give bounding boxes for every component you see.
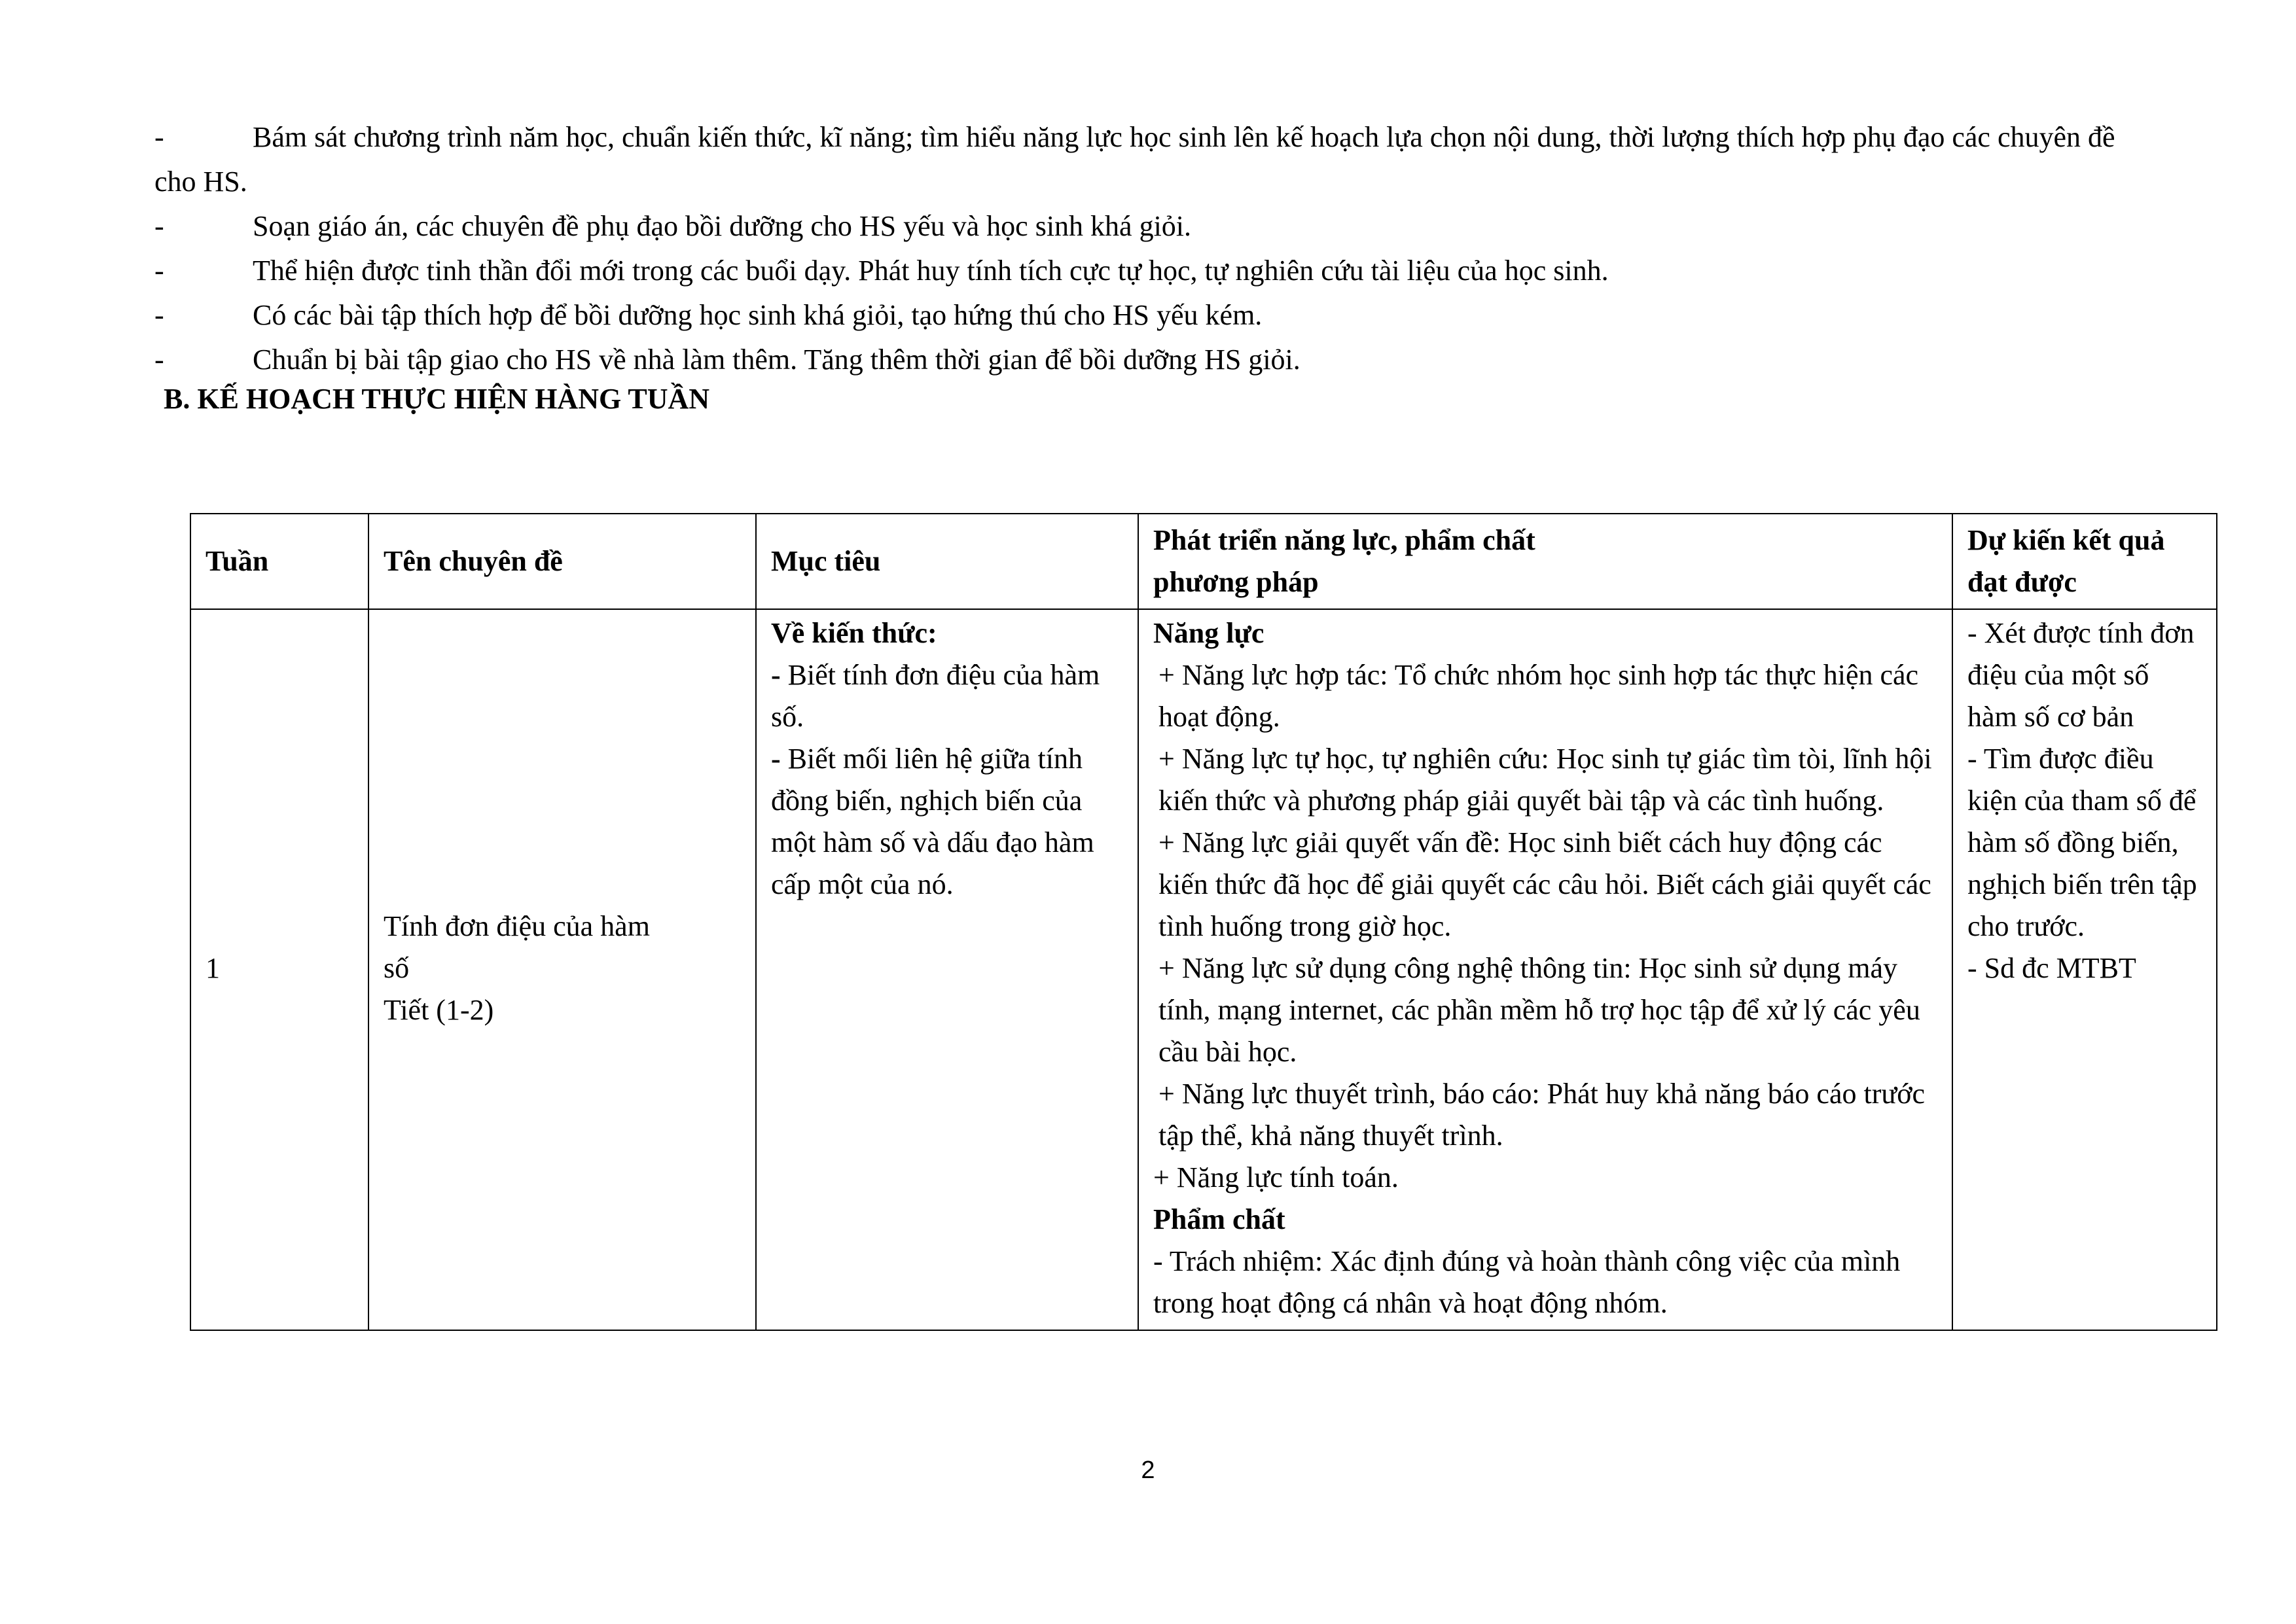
objective-item: - Biết tính đơn điệu của hàm số. bbox=[771, 659, 1100, 733]
header-result-line2: đạt được bbox=[1967, 566, 2077, 598]
quality-item: - Trách nhiệm: Xác định đúng và hoàn thành công việc của mình trong hoạt động cá nhân và hoạt động nhóm. bbox=[1153, 1245, 1901, 1319]
result-item: - Xét được tính đơn điệu của một số hàm số cơ bản bbox=[1967, 617, 2195, 733]
cell-topic bbox=[368, 609, 756, 1330]
topic-line: số bbox=[384, 952, 410, 984]
bullet-item bbox=[154, 338, 2144, 382]
bullet-text: Soạn giáo án, các chuyên đề phụ đạo bồi dưỡng cho HS yếu và học sinh khá giỏi. bbox=[253, 210, 1192, 242]
bullet-dash: - bbox=[154, 299, 164, 331]
objective-item: - Biết mối liên hệ giữa tính đồng biến, nghịch biến của một hàm số và dấu đạo hàm cấp một của nó. bbox=[771, 743, 1094, 900]
competency-item: + Năng lực hợp tác: Tổ chức nhóm học sinh hợp tác thực hiện các hoạt động. bbox=[1158, 659, 1919, 733]
header-development-line2: phương pháp bbox=[1153, 566, 1319, 598]
objective-item-text: Biết tính đơn điệu của hàm số. bbox=[771, 659, 1100, 733]
cell-development bbox=[1138, 609, 1952, 1330]
result-item: - Tìm được điều kiện của tham số để hàm số đồng biến, nghịch biến trên tập cho trước. bbox=[1967, 743, 2197, 942]
header-topic: Tên chuyên đề bbox=[368, 514, 756, 609]
competency-item: + Năng lực tự học, tự nghiên cứu: Học sinh tự giác tìm tòi, lĩnh hội kiến thức và phương pháp giải quyết bài tập và các tình huống. bbox=[1158, 743, 1932, 817]
competency-item: + Năng lực giải quyết vấn đề: Học sinh biết cách huy động các kiến thức đã học để giải quyết các câu hỏi. Biết cách giải quyết các tình huống trong giờ học. bbox=[1158, 826, 1931, 942]
objective-heading: Về kiến thức: bbox=[771, 617, 937, 649]
cell-week: 1 bbox=[190, 609, 368, 1330]
section-heading: B. KẾ HOẠCH THỰC HIỆN HÀNG TUẦN bbox=[164, 383, 710, 415]
bullet-dash: - bbox=[154, 255, 164, 287]
table-header-row bbox=[190, 514, 2217, 609]
result-item: - Sd đc MTBT bbox=[1967, 952, 2136, 984]
bullet-dash: - bbox=[154, 121, 164, 153]
intro-bullet-list bbox=[154, 115, 2144, 382]
bullet-text: Chuẩn bị bài tập giao cho HS về nhà làm thêm. Tăng thêm thời gian để bồi dưỡng HS giỏi. bbox=[253, 344, 1300, 376]
bullet-item bbox=[154, 293, 2144, 338]
bullet-item bbox=[154, 204, 2144, 249]
header-development bbox=[1138, 514, 1952, 609]
page-number: 2 bbox=[1141, 1456, 1155, 1484]
objective-item-text: Biết mối liên hệ giữa tính đồng biến, nghịch biến của một hàm số và dấu đạo hàm cấp một của nó. bbox=[771, 743, 1094, 900]
cell-objective bbox=[756, 609, 1138, 1330]
topic-period: Tiết (1-2) bbox=[384, 994, 494, 1026]
bullet-text: Có các bài tập thích hợp để bồi dưỡng học sinh khá giỏi, tạo hứng thú cho HS yếu kém. bbox=[253, 299, 1263, 331]
header-development-line1: Phát triển năng lực, phẩm chất bbox=[1153, 524, 1535, 556]
bullet-dash: - bbox=[154, 344, 164, 376]
bullet-text: Thể hiện được tinh thần đổi mới trong các buổi dạy. Phát huy tính tích cực tự học, tự nghiên cứu tài liệu của học sinh. bbox=[253, 255, 1609, 287]
competency-heading: Năng lực bbox=[1153, 617, 1265, 649]
header-week: Tuần bbox=[190, 514, 368, 609]
header-result-line1: Dự kiến kết quả bbox=[1967, 524, 2165, 556]
header-result bbox=[1952, 514, 2217, 609]
quality-heading: Phẩm chất bbox=[1153, 1203, 1285, 1235]
cell-result bbox=[1952, 609, 2217, 1330]
bullet-text: Bám sát chương trình năm học, chuẩn kiến thức, kĩ năng; tìm hiểu năng lực học sinh lên kế hoạch lựa chọn nội dung, thời lượng thích hợp phụ đạo các chuyên đề cho HS. bbox=[154, 121, 2115, 198]
competency-item: + Năng lực tính toán. bbox=[1153, 1161, 1399, 1193]
table-row bbox=[190, 609, 2217, 1330]
competency-item: + Năng lực sử dụng công nghệ thông tin: Học sinh sử dụng máy tính, mạng internet, các phần mềm hỗ trợ học tập để xử lý các yêu cầu bài học. bbox=[1158, 952, 1920, 1068]
competency-item: + Năng lực thuyết trình, báo cáo: Phát huy khả năng báo cáo trước tập thể, khả năng thuyết trình. bbox=[1158, 1078, 1926, 1152]
weekly-plan-table bbox=[190, 513, 2217, 1331]
topic-line: Tính đơn điệu của hàm bbox=[384, 910, 650, 942]
bullet-item bbox=[154, 115, 2144, 204]
bullet-item bbox=[154, 249, 2144, 293]
bullet-dash: - bbox=[154, 210, 164, 242]
header-objective: Mục tiêu bbox=[756, 514, 1138, 609]
